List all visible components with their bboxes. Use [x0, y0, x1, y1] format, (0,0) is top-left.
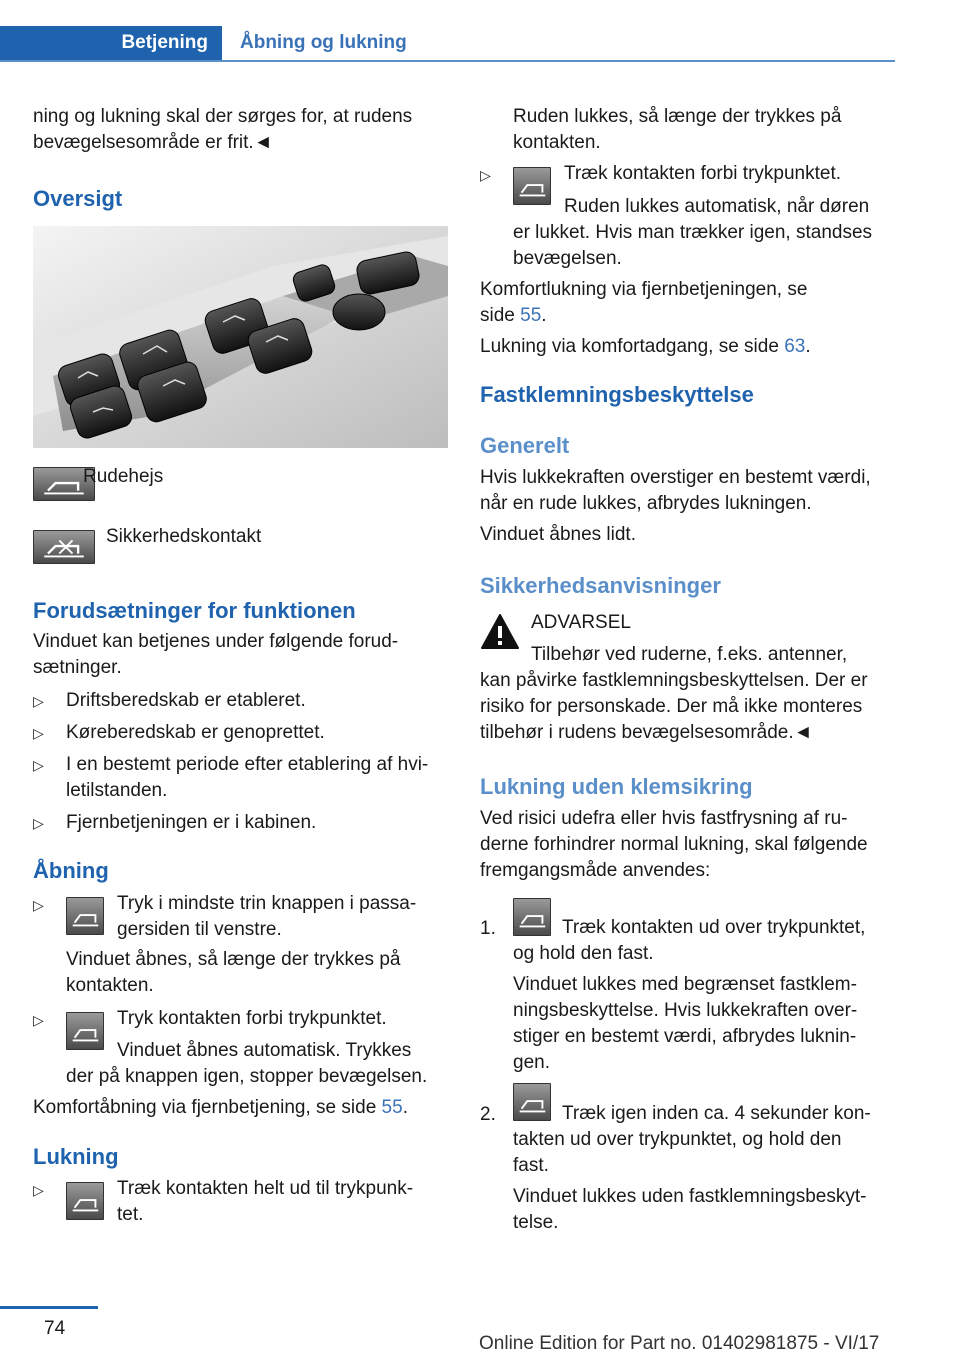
- paragraph-line: sætninger.: [33, 657, 122, 678]
- step-number: 1.: [480, 918, 496, 939]
- list-item: Vinduet åbnes automatisk. Trykkes: [117, 1040, 412, 1061]
- paragraph-line: når en rude lukkes, afbrydes lukningen.: [480, 493, 812, 514]
- heading-fastklemning: Fastklemningsbeskyttelse: [480, 382, 754, 407]
- heading-generelt: Generelt: [480, 433, 570, 458]
- heading-oversigt: Oversigt: [33, 186, 123, 211]
- list-item: Køreberedskab er genoprettet.: [66, 722, 325, 743]
- legend-rudehejs: Rudehejs: [83, 466, 164, 487]
- paragraph-line: Vinduet åbnes lidt.: [480, 524, 636, 545]
- step-text: Vinduet lukkes uden fastklemningsbeskyt‐: [513, 1186, 867, 1207]
- text: side: [480, 305, 521, 326]
- list-item: Driftsberedskab er etableret.: [66, 690, 306, 711]
- text: .: [402, 1097, 408, 1118]
- paragraph-line: fremgangsmåde anvendes:: [480, 860, 711, 881]
- list-item: Fjernbetjeningen er i kabinen.: [66, 812, 317, 833]
- step-text: telse.: [513, 1212, 559, 1233]
- list-item: bevægelsen.: [513, 248, 622, 269]
- step-text: fast.: [513, 1155, 549, 1176]
- paragraph-line: [33, 1095, 408, 1121]
- step-text: stiger en bestemt værdi, afbrydes luknin‐: [513, 1026, 857, 1047]
- list-item: der på knappen igen, stopper bevægelsen.: [66, 1066, 428, 1087]
- section-tab[interactable]: [0, 26, 222, 62]
- bullet-marker: ▷: [33, 897, 44, 913]
- intro-line: ning og lukning skal der sørges for, at rudens: [33, 106, 413, 127]
- window-switch-icon: [66, 897, 104, 935]
- bullet-marker: ▷: [33, 1012, 44, 1028]
- window-switch-photo: [33, 226, 448, 448]
- window-switch-icon: [66, 1182, 104, 1220]
- warning-text: kan påvirke fastklemningsbeskyttelsen. Der er: [480, 670, 868, 691]
- step-text: Træk kontakten ud over trykpunktet,: [562, 917, 866, 938]
- warning-text: risiko for personskade. Der må ikke monteres: [480, 696, 863, 717]
- warning-text: Tilbehør ved ruderne, f.eks. antenner,: [531, 644, 848, 665]
- step-text: ningsbeskyttelse. Hvis lukkekraften over‐: [513, 1000, 858, 1021]
- bullet-marker: ▷: [33, 725, 44, 741]
- step-text: Vinduet lukkes med begrænset fastklem‐: [513, 974, 857, 995]
- step-text: gen.: [513, 1052, 550, 1073]
- paragraph-line: Hvis lukkekraften overstiger en bestemt værdi,: [480, 467, 871, 488]
- page-link[interactable]: 55: [520, 305, 542, 326]
- list-item: Tryk kontakten forbi trykpunktet.: [117, 1008, 387, 1029]
- text: .: [805, 336, 811, 357]
- heading-lukning-uden-klemsikring: Lukning uden klemsikring: [480, 774, 753, 799]
- text: .: [541, 305, 547, 326]
- paragraph-line: Komfortlukning via fjernbetjeningen, se: [480, 279, 808, 300]
- list-item: Træk kontakten forbi trykpunktet.: [564, 163, 842, 184]
- safety-switch-icon: [33, 530, 95, 564]
- section-tab-label: Betjening: [121, 32, 208, 53]
- paragraph-line: [480, 303, 547, 329]
- paragraph-line: derne forhindrer normal lukning, skal følgende: [480, 834, 868, 855]
- list-item: tet.: [117, 1204, 144, 1225]
- window-switch-icon: [66, 1012, 104, 1050]
- page-link[interactable]: 55: [381, 1097, 403, 1118]
- bullet-marker: ▷: [33, 757, 44, 773]
- list-item: I en bestemt periode efter etablering af hvi‐: [66, 754, 429, 775]
- text: Komfortåbning via fjernbetjening, se side: [33, 1097, 382, 1118]
- list-item: kontakten.: [66, 975, 154, 996]
- heading-lukning: Lukning: [33, 1144, 119, 1169]
- list-item: gersiden til venstre.: [117, 919, 282, 940]
- bullet-marker: ▷: [33, 815, 44, 831]
- page-link[interactable]: 63: [784, 336, 806, 357]
- paragraph-line: Ved risici udefra eller hvis fastfrysning af ru‐: [480, 808, 848, 829]
- page-number: 74: [44, 1318, 66, 1339]
- warning-label: ADVARSEL: [531, 612, 631, 633]
- header-rule: [0, 60, 895, 62]
- list-item: Træk kontakten helt ud til trykpunk‐: [117, 1178, 414, 1199]
- heading-aabning: Åbning: [33, 858, 109, 883]
- text: Lukning via komfortadgang, se side: [480, 336, 785, 357]
- list-item: kontakten.: [513, 132, 601, 153]
- step-text: Træk igen inden ca. 4 sekunder kon‐: [562, 1103, 871, 1124]
- bullet-marker: ▷: [480, 167, 491, 183]
- paragraph-line: [480, 334, 811, 360]
- footer-edition: Online Edition for Part no. 01402981875 - VI/17: [479, 1333, 880, 1354]
- paragraph-line: Vinduet kan betjenes under følgende forud‐: [33, 631, 399, 652]
- list-item: Ruden lukkes, så længe der trykkes på: [513, 106, 842, 127]
- step-text: takten ud over trykpunktet, og hold den: [513, 1129, 842, 1150]
- bullet-marker: ▷: [33, 1182, 44, 1198]
- step-number: 2.: [480, 1104, 496, 1125]
- list-item: er lukket. Hvis man trækker igen, standses: [513, 222, 873, 243]
- warning-text: tilbehør i rudens bevægelsesområde.◄: [480, 722, 813, 743]
- window-switch-icon: [513, 1083, 551, 1121]
- legend-sikkerhedskontakt: Sikkerhedskontakt: [106, 526, 262, 547]
- footer-rule: [0, 1306, 98, 1309]
- heading-forudsaetninger: Forudsætninger for funktionen: [33, 598, 356, 623]
- list-item: letilstanden.: [66, 780, 168, 801]
- window-switch-icon: [513, 898, 551, 936]
- warning-icon: [480, 612, 520, 652]
- intro-line: bevægelsesområde er frit.◄: [33, 132, 273, 153]
- step-text: og hold den fast.: [513, 943, 654, 964]
- list-item: Tryk i mindste trin knappen i passa‐: [117, 893, 417, 914]
- bullet-marker: ▷: [33, 693, 44, 709]
- window-switch-icon: [513, 167, 551, 205]
- list-item: Vinduet åbnes, så længe der trykkes på: [66, 949, 401, 970]
- subsection-title: Åbning og lukning: [240, 32, 407, 53]
- heading-sikkerhedsanvisninger: Sikkerhedsanvisninger: [480, 573, 721, 598]
- list-item: Ruden lukkes automatisk, når døren: [564, 196, 870, 217]
